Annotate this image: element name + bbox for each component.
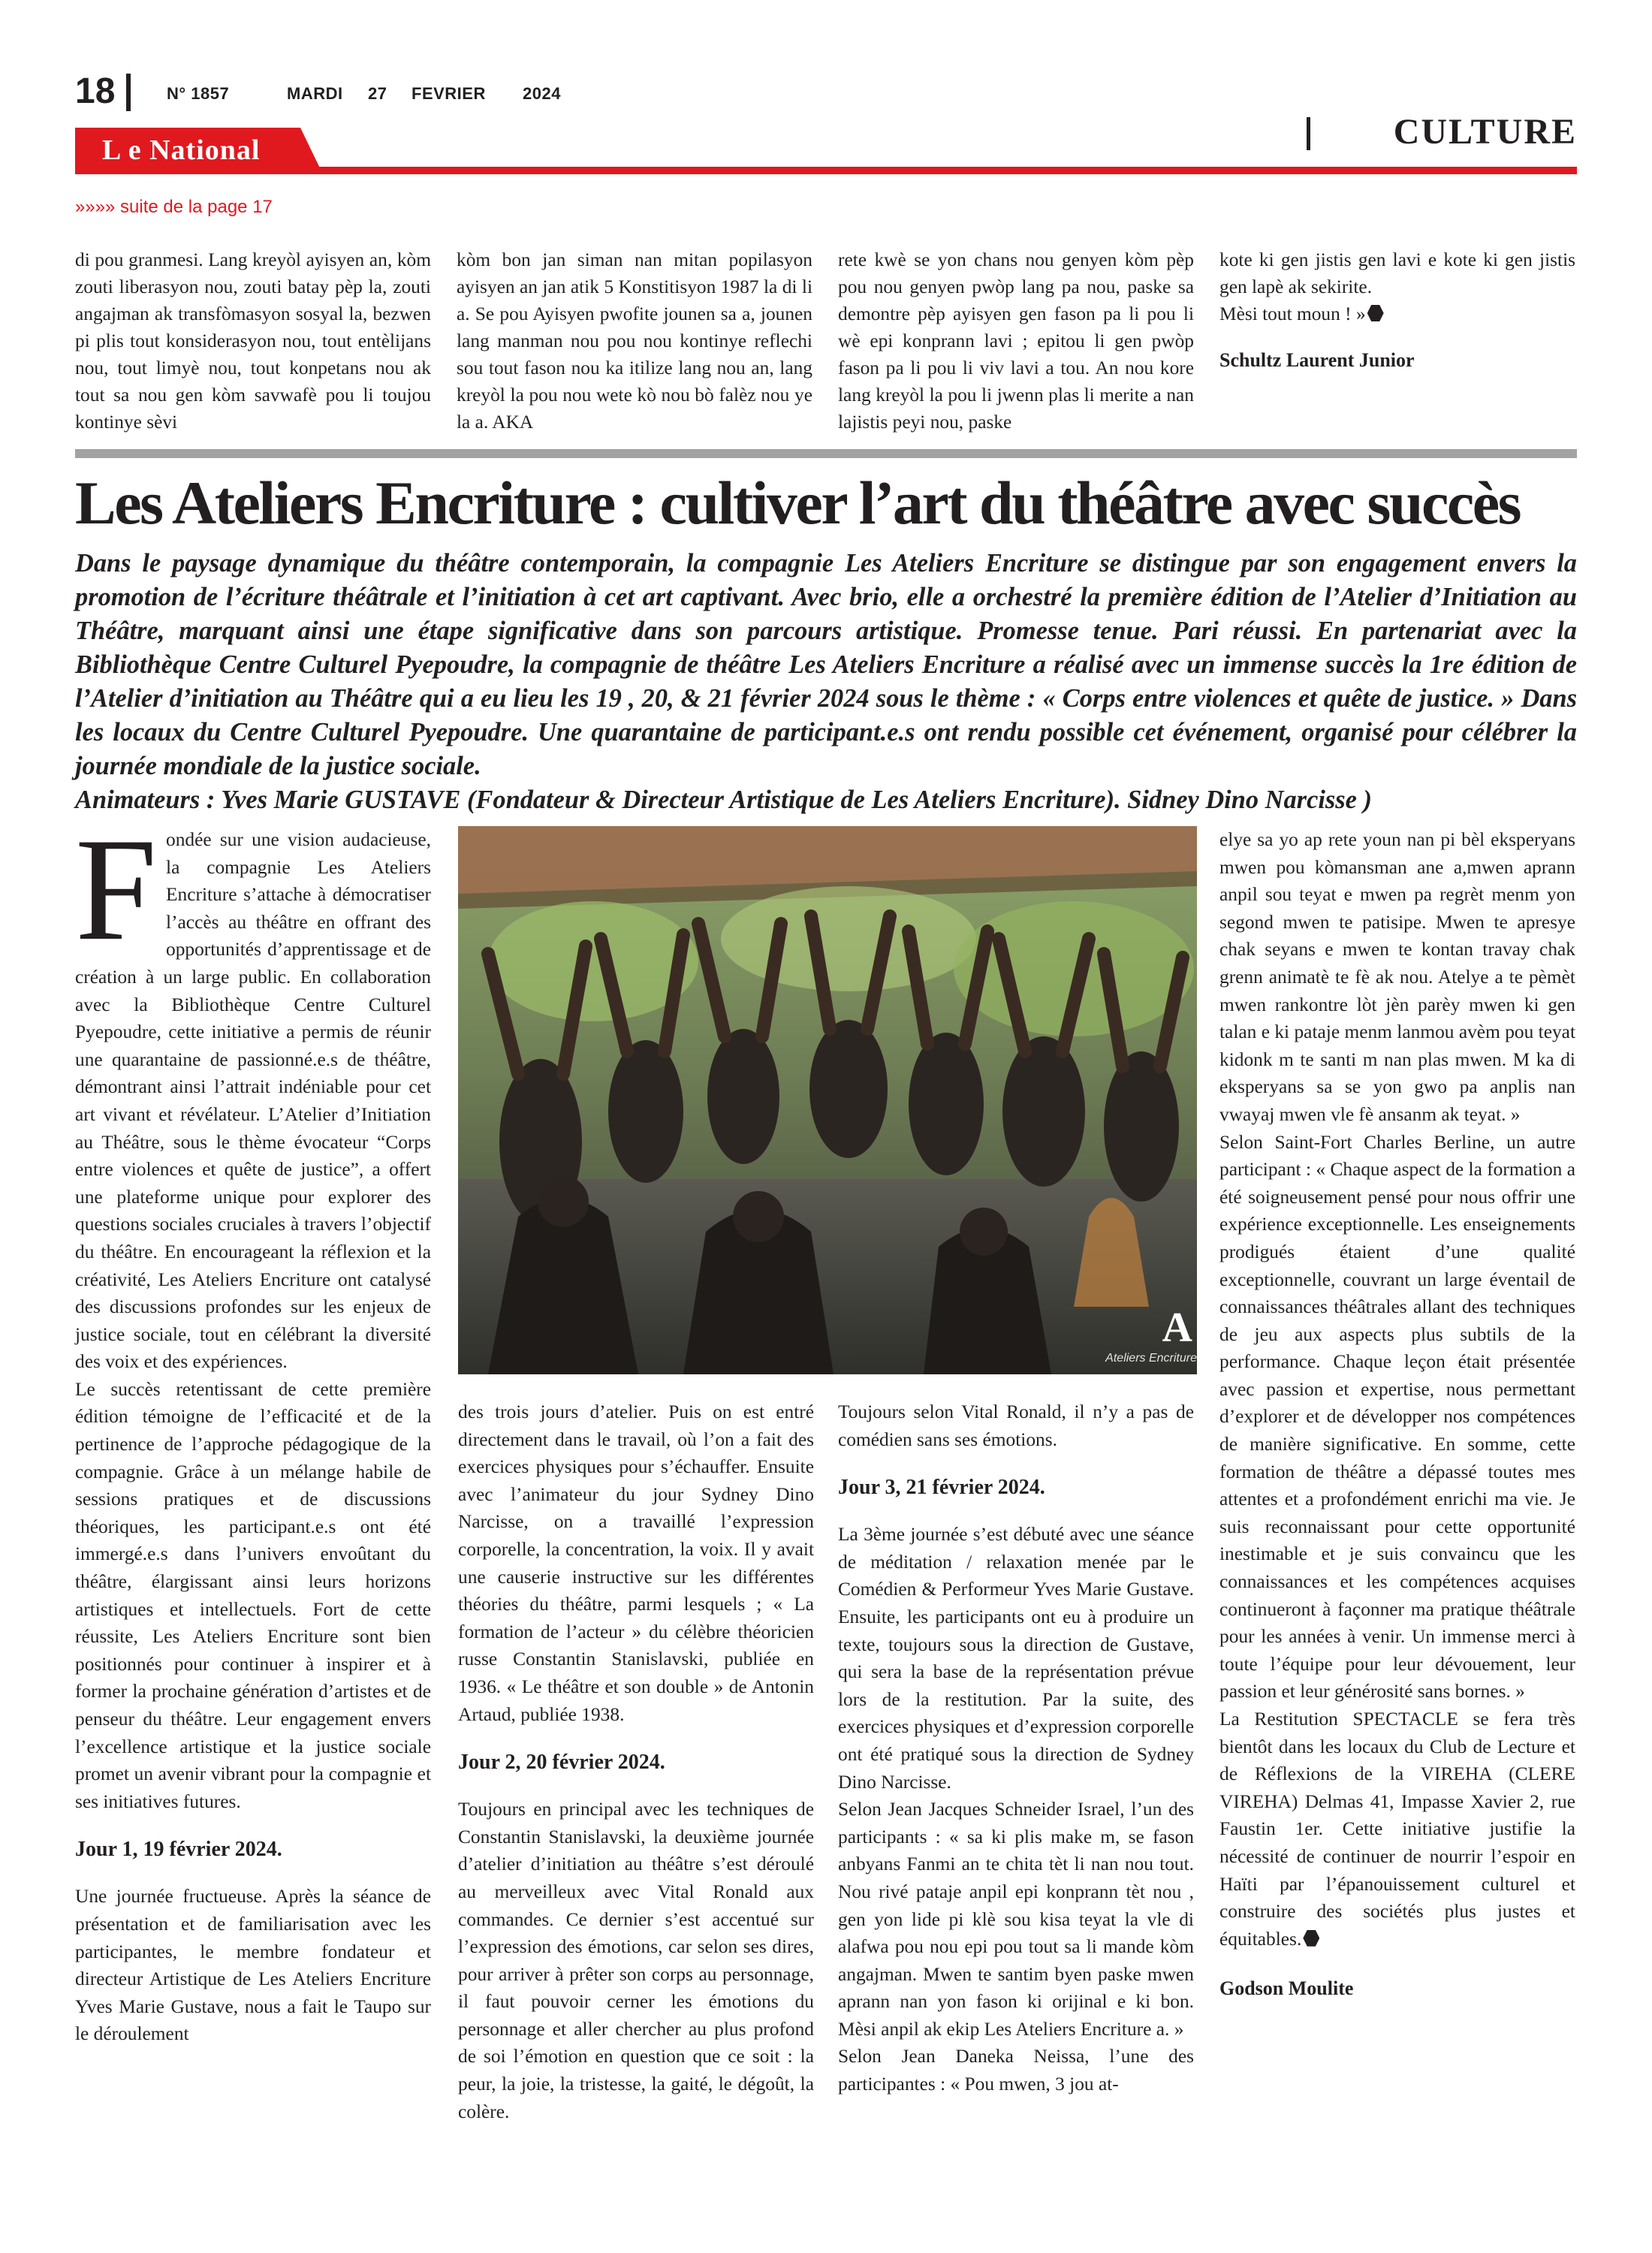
article-column-2	[458, 1398, 814, 2125]
article-paragraph: Selon Jean Daneka Neissa, l’une des participantes : « Pou mwen, 3 jou at-	[838, 2046, 1194, 2095]
issue-year: 2024	[523, 84, 561, 103]
newspaper-name: L e National	[102, 134, 261, 166]
article-paragraph: Le succès retentissant de cette première édition témoigne de l’efficacité et de la pertinence de l’approche pédagogique de la compagnie. Grâce à un mélange habile de sessions pratiques et de discussions théoriques, les participant.e.s ont été immergé.e.s dans l’univers envoûtant du théâtre, élargissant ainsi leurs horizons artistiques et intellectuels. Fort de cette réussite, Les Ateliers Encriture sont bien positionnés pour continuer à inspirer et à former la prochaine génération d’artistes et de penseur du théâtre. Leur engagement envers l’excellence artistique et la justice sociale promet un avenir vibrant pour la compagnie et ses initiatives futures.	[75, 1378, 431, 1812]
issue-date: 27	[368, 84, 387, 103]
continuation-column-2: kòm bon jan siman nan mitan popilasyon ayisyen an jan atik 5 Konstitisyon 1987 la di li a. Se pou Ayisyen pwofite jounen sa a, jounen lang manman nou pou nou kontinye reflechi sou tout fason nou ka itilize lang nou an, lang kreyòl la pou nou wete kò nou bò falèz nou ye la a. AKA	[457, 249, 812, 433]
page-number: 18	[75, 71, 116, 111]
article-lede	[75, 547, 1577, 817]
article-paragraph: elye sa yo ap rete youn nan pi bèl eksperyans mwen pou kòmansman ane a,mwen aprann anpil sou teyat e mwen pa regrèt menm yon segond mwen te patisipe. Mwen te apresye chak seyans e mwen te kontan travay chak grenn animatè te fè ak nou. Atelye a te pèmèt mwen rankontre lòt jèn parèy mwen ki gen talan e ki pataje menm lanmou avèm pou teyat kidonk m te santi m nan plas mwen. M ka di eksperyans sa se yon gwo pa anplis nan vwayaj mwen vle fè ansanm ak teyat. »	[1219, 829, 1575, 1125]
brand-band	[75, 128, 1577, 174]
article-paragraph: des trois jours d’atelier. Puis on est entré directement dans le travail, où l’on a fait des exercices physiques pour s’échauffer. Ensuite avec l’animateur du jour Sydney Dino Narcisse, on a travaillé l’expression corporelle, la concentration, la voix. Il y avait une causerie instructive sur les différentes théories du théâtre, parmi lesquels ; « La formation de l’acteur » du célèbre théoricien russe Constantin Stanislavski, publiée en 1936. « Le théâtre et son double » de Antonin Artaud, publiée 1938.	[458, 1401, 814, 1725]
article-column-4	[1219, 826, 1575, 2003]
drop-cap: F	[75, 808, 158, 971]
article-author: Godson Moulite	[1219, 1977, 1354, 2000]
end-mark-icon	[1303, 1930, 1319, 1947]
article-column-3	[838, 1398, 1194, 2098]
article-paragraph: Selon Saint-Fort Charles Berline, un autre participant : « Chaque aspect de la formation a été soigneusement pensé pour nous offrir une expérience exceptionnelle. Les enseignements prodigués étaient d’une qualité exceptionnelle, couvrant un large éventail de connaissances théâtrales allant des techniques de jeu aux aspects plus subtils de la performance. Chaque leçon était présentée avec passion et expertise, nous permettant d’explorer et de développer nos compétences de manière significative. En somme, cette formation de théâtre a dépassé toutes mes attentes et a profondément enrichi ma vie. Je suis reconnaissant pour cette opportunité inestimable et je suis convaincu que les connaissances et les compétences acquises continueront à façonner ma pratique théâtrale pour les années à venir. Un immense merci à toute l’équipe pour leur dévouement, leur passion et leur générosité sans bornes. »	[1219, 1131, 1575, 1703]
article-separator	[75, 449, 1577, 458]
subhead-day-2: Jour 2, 20 février 2024.	[458, 1751, 665, 1775]
photo-watermark: A	[1162, 1304, 1192, 1351]
issue-number: N° 1857	[167, 84, 230, 103]
section-title: CULTURE	[1393, 112, 1577, 152]
article-paragraph: Toujours selon Vital Ronald, il n’y a pas de comédien sans ses émotions.	[838, 1401, 1194, 1450]
article-headline: Les Ateliers Encriture : cultiver l’art du théâtre avec succès	[75, 469, 1521, 537]
issue-day: MARDI	[287, 84, 343, 103]
workshop-photo	[458, 826, 1197, 1374]
continued-from-label: »»»» suite de la page 17	[75, 197, 273, 217]
article-paragraph: Selon Jean Jacques Schneider Israel, l’un des participants : « sa ki plis make m, se fason anbyans Fanmi an te chita tèt li nan nou tout. Nou rivé pataje anpil epi konprann tèt nou , gen yon lide pi klè sou kisa teyat la vle di alafwa pou nou epi pou tout sa li mande kòm angajman. Mwen te santim byen paske mwen aprann nan yon fason ki orijinal e ki bon. Mèsi anpil ak ekip Les Ateliers Encriture a. »	[838, 1799, 1194, 2040]
article-paragraph: La Restitution SPECTACLE se fera très bientôt dans les locaux du Club de Lecture et de Réflexions de la VIREHA (CLERE VIREHA) Delmas 41, Impasse Xavier 2, rue Faustin 1er. Cette initiative justifie la nécessité de continuer de nourrir l’espoir en Haïti par l’épanouissement culturel et construire des sociétés plus justes et équitables.	[1219, 1709, 1575, 1950]
continuation-thanks: Mèsi tout moun ! »	[1219, 303, 1366, 324]
page-number-divider	[126, 74, 131, 111]
continuation-text: kote ki gen jistis gen lavi e kote ki gen jistis gen lapè ak sekirite.	[1219, 249, 1575, 297]
lede-animators: Animateurs : Yves Marie GUSTAVE (Fondateur & Directeur Artistique de Les Ateliers Encriture). Sidney Dino Narcisse )	[75, 786, 1372, 814]
photo-watermark-text: Ateliers Encriture	[1105, 1352, 1197, 1365]
article-paragraph: Une journée fructueuse. Après la séance de présentation et de familiarisation avec les participantes, le membre fondateur et directeur Artistique de Les Ateliers Encriture Yves Marie Gustave, nous a fait le Taupo sur le déroulement	[75, 1886, 431, 2045]
subhead-day-1: Jour 1, 19 février 2024.	[75, 1838, 282, 1862]
article-paragraph: Fondée sur une vision audacieuse, la compagnie Les Ateliers Encriture s’attache à démocratiser l’accès au théâtre en offrant des opportunités d’apprentissage et de création à un large public. En collaboration avec la Bibliothèque Centre Culturel Pyepoudre, cette initiative a permis de réunir une quarantaine de passionné.e.s de théâtre, démontrant ainsi l’attrait indéniable pour cet art vivant et révélateur. L’Atelier d’Initiation au Théâtre, sous le thème évocateur “Corps entre violences et quête de justice”, a offert une plateforme unique pour explorer des questions sociales cruciales à travers l’objectif du théâtre. En encourageant la réflexion et la créativité, Les Ateliers Encriture ont catalysé des discussions profondes sur les enjeux de justice sociale, tout en célébrant la diversité des voix et des expériences.	[75, 808, 431, 1373]
issue-month: FEVRIER	[411, 84, 486, 103]
lede-text: Dans le paysage dynamique du théâtre contemporain, la compagnie Les Ateliers Encriture se distingue par son engagement envers la promotion de l’écriture théâtrale et l’initiation à cet art captivant. Avec brio, elle a orchestré la première édition de l’Atelier d’Initiation au Théâtre, marquant ainsi une étape significative dans son parcours artistique. Promesse tenue. Pari réussi. En partenariat avec la Bibliothèque Centre Culturel Pyepoudre, la compagnie de théâtre Les Ateliers Encriture a réalisé avec un immense succès la 1re édition de l’Atelier d’initiation au Théâtre qui a eu lieu les 19 , 20, & 21 février 2024 sous le thème : « Corps entre violences et quête de justice. » Dans les locaux du Centre Culturel Pyepoudre. Une quarantaine de participant.e.s ont rendu possible cet événement, organisé pour célébrer la journée mondiale de la justice sociale.	[75, 549, 1577, 780]
continuation-column-3: rete kwè se yon chans nou genyen kòm pèp pou nou genyen pwòp lang pa nou, paske sa demontre pèp ayisyen gen fason pa li pou li wè epi konprann lavi ; epitou li gen pwòp fason pa li pou li viv lavi a tou. An nou kore lang kreyòl la pou li jwenn plas li merite a nan lajistis peyi nou, paske	[838, 249, 1194, 433]
end-mark-icon	[1367, 305, 1384, 321]
article-paragraph: Toujours en principal avec les techniques de Constantin Stanislavski, la deuxième journée d’atelier d’initiation au théâtre s’est déroulé au merveilleux avec Vital Ronald aux commandes. Ce dernier s’est accentué sur l’expression des émotions, car selon ses dires, pour arriver à prêter son corps au personnage, il faut pouvoir cerner les émotions du personnage et aller chercher au plus profond de soi l’émotion en question que ce soit : la peur, la joie, la tristesse, la gaité, le dégoût, la colère.	[458, 1799, 814, 2122]
continuation-column-4	[1219, 246, 1575, 374]
article-paragraph: La 3ème journée s’est débuté avec une séance de méditation / relaxation menée par le Comédien & Performeur Yves Marie Gustave. Ensuite, les participants ont eu à produire un texte, toujours sous la direction de Gustave, qui sera la base de la représentation prévue lors de la restitution. Par la suite, des exercices physiques et d’expression corporelle ont été pratiqué sous la direction de Sydney Dino Narcisse.	[838, 1524, 1194, 1793]
article-column-1	[75, 808, 431, 2048]
previous-article-author: Schultz Laurent Junior	[1219, 349, 1415, 371]
subhead-day-3: Jour 3, 21 février 2024.	[838, 1476, 1045, 1500]
continuation-column-1: di pou granmesi. Lang kreyòl ayisyen an, kòm zouti liberasyon nou, zouti batay pèp la, zouti angajman ak transfòmasyon sosyal la, bezwen pi plis tout konsiderasyon nou, tout entèlijans nou, tout limyè nou, tout konpetans nou ak tout sa nou gen kòm savwafè pou li toujou kontinye sèvi	[75, 249, 431, 433]
